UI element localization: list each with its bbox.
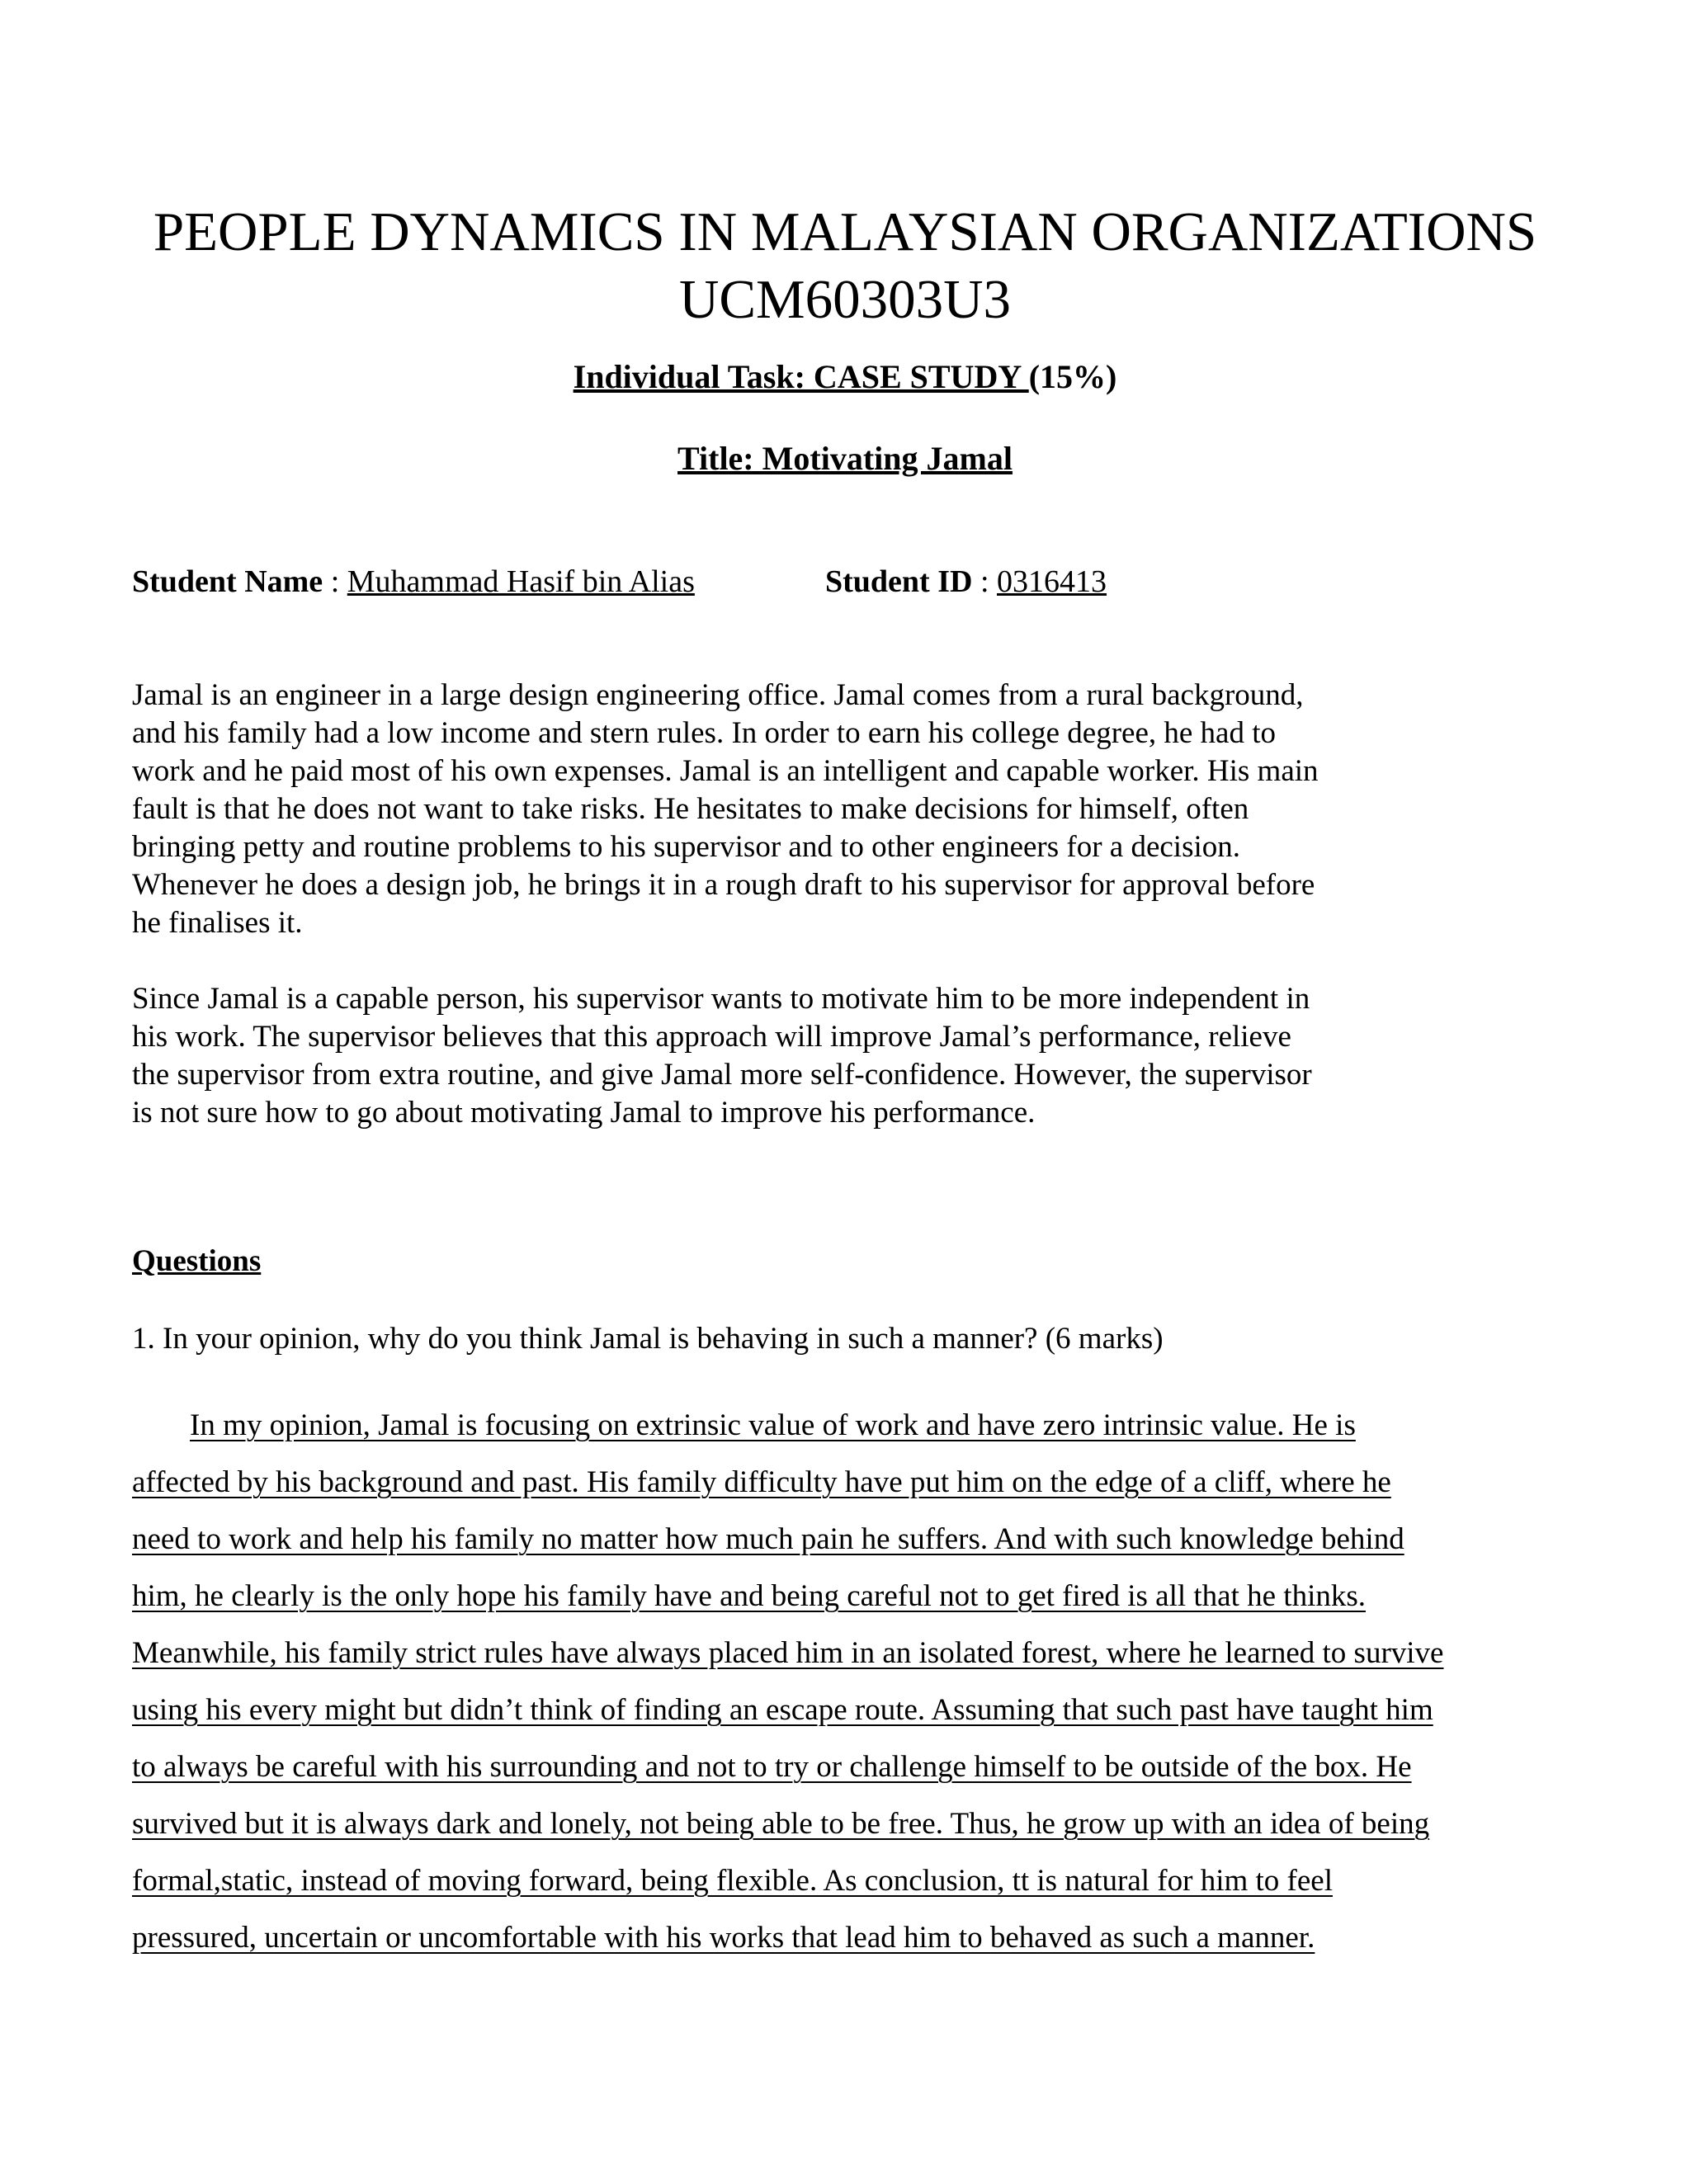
student-name-block [132,564,695,599]
paragraph-line: his work. The supervisor believes that this approach will improve Jamal’s performance, relieve [132,1020,1291,1054]
questions-heading: Questions [132,1244,262,1278]
task-heading-label: Individual Task: CASE STUDY [573,358,1029,395]
answer-1 [132,1397,1584,1966]
task-heading [0,356,1690,398]
student-id-value: 0316413 [997,564,1107,599]
answer-line: him, he clearly is the only hope his family have and being careful not to get fired is all that he thinks. [132,1579,1367,1613]
student-info [132,561,1584,602]
course-code: UCM60303U3 [678,269,1012,330]
paragraph-line: the supervisor from extra routine, and give Jamal more self-confidence. However, the supervisor [132,1058,1312,1092]
answer-line: Meanwhile, his family strict rules have always placed him in an isolated forest, where he learned to survive [132,1636,1444,1670]
student-id-label: Student ID [825,564,973,599]
case-paragraph-1 [132,677,1452,942]
answer-line: using his every might but didn’t think of finding an escape route. Assuming that such past have taught him [132,1693,1433,1727]
paragraph-line: Whenever he does a design job, he brings it in a rough draft to his supervisor for approval before [132,868,1315,902]
course-title-line-1: PEOPLE DYNAMICS IN MALAYSIAN ORGANIZATIONS [153,201,1537,262]
student-id-block [825,561,1107,602]
paragraph-line: is not sure how to go about motivating Jamal to improve his performance. [132,1096,1036,1130]
course-title [0,198,1690,333]
paragraph-line: he finalises it. [132,906,303,940]
question-1: 1. In your opinion, why do you think Jamal is behaving in such a manner? (6 marks) [132,1322,1164,1356]
answer-line: to always be careful with his surrounding and not to try or challenge himself to be outside of the box. He [132,1750,1412,1784]
task-weight: (15%) [1028,358,1117,395]
paragraph-line: work and he paid most of his own expenses. Jamal is an intelligent and capable worker. His main [132,754,1319,788]
answer-line: formal,static, instead of moving forward, being flexible. As conclusion, tt is natural for him to feel [132,1864,1333,1898]
student-name-label: Student Name [132,564,323,599]
student-name-separator: : [323,564,347,599]
paragraph-line: and his family had a low income and stern rules. In order to earn his college degree, he had to [132,716,1277,750]
student-name-value: Muhammad Hasif bin Alias [347,564,695,599]
answer-line: affected by his background and past. His family difficulty have put him on the edge of a cliff, where he [132,1465,1391,1499]
answer-line: In my opinion, Jamal is focusing on extrinsic value of work and have zero intrinsic value. He is [190,1408,1356,1442]
student-id-separator: : [972,564,998,599]
paragraph-line: Jamal is an engineer in a large design engineering office. Jamal comes from a rural background, [132,678,1304,712]
case-paragraph-2 [132,980,1452,1132]
paragraph-line: Since Jamal is a capable person, his supervisor wants to motivate him to be more independent in [132,982,1310,1016]
paragraph-line: bringing petty and routine problems to his supervisor and to other engineers for a decision. [132,830,1241,864]
answer-line: survived but it is always dark and lonely, not being able to be free. Thus, he grow up with an idea of being [132,1807,1430,1841]
case-title: Title: Motivating Jamal [677,440,1013,477]
paragraph-line: fault is that he does not want to take risks. He hesitates to make decisions for himself, often [132,792,1249,826]
answer-line: pressured, uncertain or uncomfortable with his works that lead him to behaved as such a manner. [132,1921,1315,1955]
answer-line: need to work and help his family no matter how much pain he suffers. And with such knowledge behind [132,1522,1404,1556]
